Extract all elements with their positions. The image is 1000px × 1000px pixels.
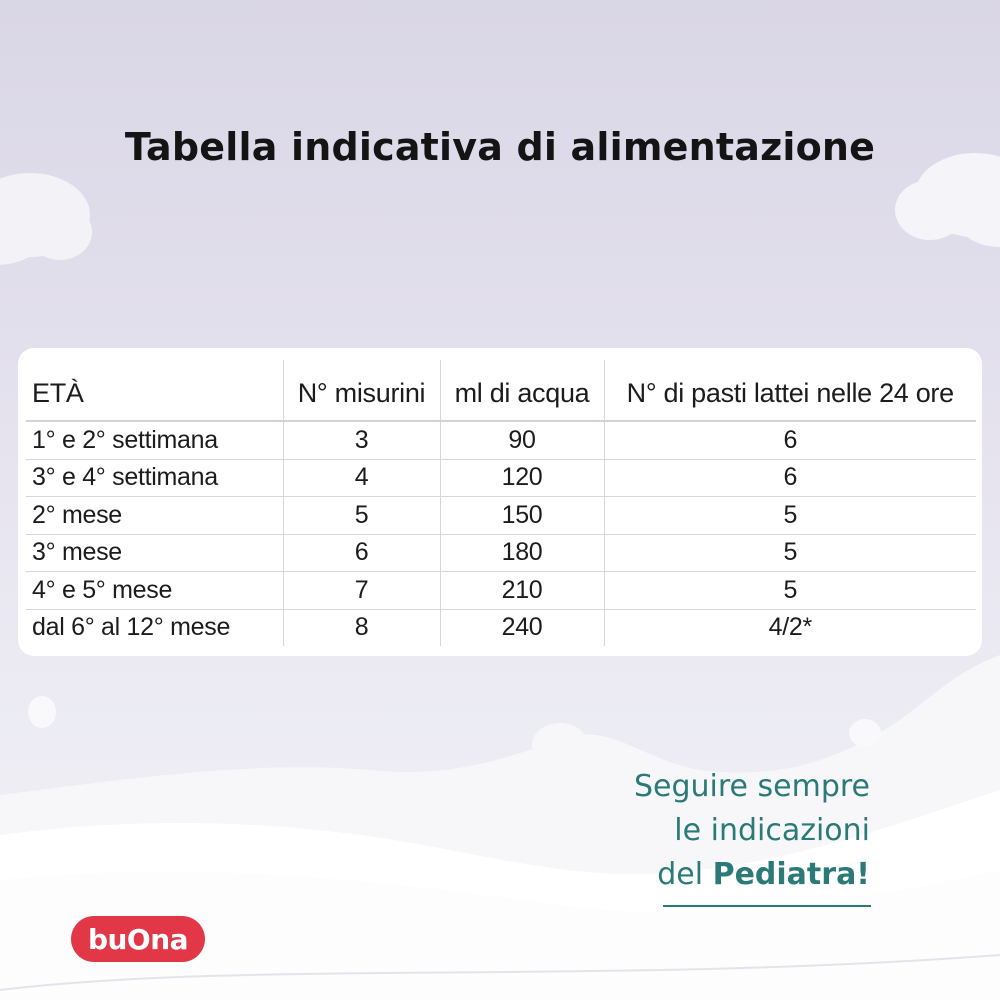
cell-misurini: 3 (283, 421, 440, 459)
cell-acqua: 90 (440, 421, 604, 459)
header-acqua: ml di acqua (440, 360, 604, 421)
feeding-table (26, 360, 976, 646)
pediatrician-note (634, 765, 870, 897)
note-line-3-prefix: del (657, 857, 713, 892)
cell-eta: dal 6° al 12° mese (32, 613, 231, 642)
note-line-2: le indicazioni (674, 813, 870, 848)
page-title: Tabella indicativa di alimentazione (124, 125, 876, 169)
cell-acqua: 240 (440, 609, 604, 646)
cell-acqua: 120 (440, 459, 604, 497)
cell-misurini: 6 (283, 534, 440, 572)
table-row (26, 534, 976, 572)
cell-acqua: 180 (440, 534, 604, 572)
cell-acqua: 150 (440, 497, 604, 535)
cell-pasti: 6 (604, 459, 976, 497)
cloud-left (0, 173, 92, 265)
cell-pasti: 4/2* (604, 609, 976, 646)
note-underline (663, 905, 871, 907)
cell-pasti: 5 (604, 497, 976, 535)
table-row (26, 421, 976, 459)
cell-eta: 4° e 5° mese (26, 572, 283, 610)
cell-eta: 3° e 4° settimana (26, 459, 283, 497)
cell-acqua: 210 (440, 572, 604, 610)
cell-pasti: 5 (604, 572, 976, 610)
cell-misurini: 4 (283, 459, 440, 497)
cell-eta: 1° e 2° settimana (26, 421, 283, 459)
note-line-3-bold: Pediatra! (712, 857, 870, 892)
brand-logo: buOna (71, 916, 205, 962)
note-line-1: Seguire sempre (633, 769, 870, 804)
cell-pasti: 6 (604, 421, 976, 459)
cell-misurini: 7 (283, 572, 440, 610)
cell-misurini: 8 (283, 609, 440, 646)
header-misurini: N° misurini (283, 360, 440, 421)
header-pasti: N° di pasti lattei nelle 24 ore (604, 360, 976, 421)
feeding-table-card (18, 348, 982, 656)
cell-eta: 2° mese (26, 497, 283, 535)
cell-eta: 3° mese (26, 534, 283, 572)
table-row (26, 497, 976, 535)
note-line-3 (634, 853, 870, 897)
table-row (26, 572, 976, 610)
table-header-row (26, 360, 976, 421)
header-eta: ETÀ (26, 360, 283, 421)
cell-pasti: 5 (604, 534, 976, 572)
cell-misurini: 5 (283, 497, 440, 535)
table-row (26, 459, 976, 497)
table-row (26, 609, 976, 646)
